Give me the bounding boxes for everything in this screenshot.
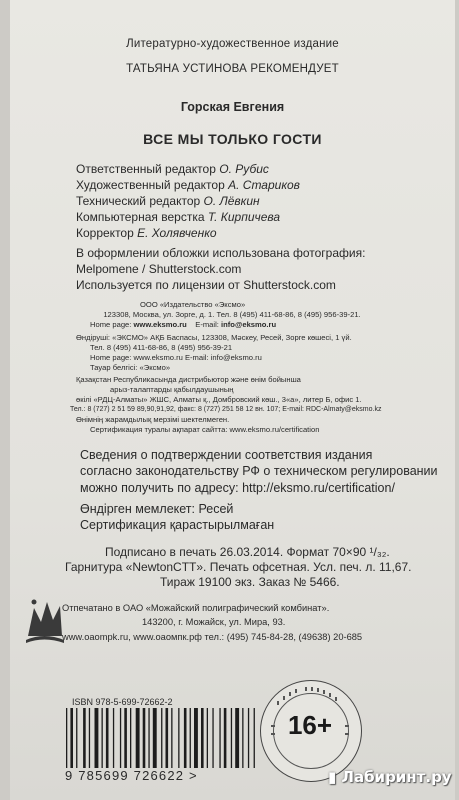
barcode-bar: [113, 708, 114, 768]
kazakh-cert-link: Сертификация туралы ақпарат сайтта: www.eksmo.ru/certification: [90, 425, 320, 434]
credit-line: Корректор Е. Холявченко: [76, 226, 217, 240]
barcode-bar: [207, 708, 208, 768]
printer-name: Отпечатано в ОАО «Можайский полиграфический комбинат».: [62, 603, 330, 613]
barcode-bar: [224, 708, 227, 768]
kazakh-shelf-life: Өнімнің жарамдылық мерзімі шектелмеген.: [76, 415, 230, 424]
country-of-origin: Өндірген мемлекет: Ресей: [80, 502, 234, 516]
signed-to-print: Подписано в печать 26.03.2014. Формат 70×90 ¹/₃₂.: [105, 545, 390, 559]
credit-line: Ответственный редактор О. Рубис: [76, 162, 269, 176]
barcode-bar: [148, 708, 149, 768]
publisher-address: 123308, Москва, ул. Зорге, д. 1. Тел. 8 (495) 411-68-86, 8 (495) 956-39-21.: [103, 310, 361, 319]
barcode-bar: [66, 708, 67, 768]
book-imprint-page: [10, 0, 455, 800]
barcode-bar: [120, 708, 121, 768]
age-rating-seal: [260, 680, 362, 782]
edition-type: Литературно-художественное издание: [126, 38, 339, 50]
barcode-bar: [242, 708, 243, 768]
barcode-bar: [161, 708, 162, 768]
age-rating: 16+: [287, 710, 333, 740]
kazakh-rep: өкілі «РДЦ-Алматы» ЖШС, Алматы қ., Домбровский көш., 3«а», литер Б, офис 1.: [76, 395, 362, 404]
barcode-bar: [248, 708, 249, 768]
credit-line: Технический редактор О. Лёвкин: [76, 194, 260, 208]
printer-logo-icon: [24, 592, 66, 644]
barcode-bar: [190, 708, 191, 768]
barcode-bar: [184, 708, 187, 768]
watermark: ▮ Лабиринт.ру: [328, 768, 452, 786]
cert-none: Сертификация қарастырылмаған: [80, 518, 275, 532]
barcode-bar: [201, 708, 204, 768]
barcode-bar: [166, 708, 169, 768]
barcode-bar: [89, 708, 90, 768]
kazakh-producer: Өндіруші: «ЭКСМО» АҚБ Баспасы, 123308, Мәскеу, Ресей, Зорге көшесі, 1 үй.: [76, 333, 352, 342]
kazakh-web: Home page: www.eksmo.ru E-mail: info@eksmo.ru: [90, 353, 262, 362]
series-name: ТАТЬЯНА УСТИНОВА РЕКОМЕНДУЕТ: [126, 63, 339, 75]
barcode-bar: [70, 708, 73, 768]
printer-contacts: www.oaompk.ru, www.оаомпк.рф тел.: (495) 745-84-28, (49638) 20-685: [62, 632, 363, 642]
barcode-bar: [235, 708, 239, 768]
barcode-bar: [219, 708, 220, 768]
kazakh-phone: Тел. 8 (495) 411-68-86, 8 (495) 956-39-21: [90, 343, 233, 352]
barcode-bar: [83, 708, 86, 768]
print-run: Тираж 19100 экз. Заказ № 5466.: [160, 575, 340, 589]
watermark-logo-icon: ▮: [328, 768, 337, 786]
barcode-bar: [106, 708, 109, 768]
barcode-bar: [130, 708, 131, 768]
isbn-text: ISBN 978-5-699-72662-2: [72, 697, 173, 707]
barcode-bar: [76, 708, 77, 768]
publisher-contacts: Home page: www.eksmo.ru E-mail: info@eksmo.ru: [90, 320, 277, 329]
cert-link: можно получить по адресу: http://eksmo.ru/certification/: [80, 481, 395, 495]
barcode-digits: 9 785699 726622 >: [65, 768, 198, 783]
barcode-bar: [194, 708, 198, 768]
kazakh-rep-phone: Тел.: 8 (727) 2 51 59 89,90,91,92, факс: 8 (727) 251 58 12 вн. 107; E-mail: RDC-Almaty@eksmo.kz: [70, 406, 382, 413]
credit-line: Художественный редактор А. Стариков: [76, 178, 300, 192]
barcode-bar: [102, 708, 103, 768]
barcode-bar: [124, 708, 127, 768]
printer-address: 143200, г. Можайск, ул. Мира, 93.: [142, 617, 286, 627]
barcode-bar: [231, 708, 232, 768]
author-name: Горская Евгения: [180, 100, 285, 114]
barcode-bar: [136, 708, 140, 768]
barcode-bar: [254, 708, 255, 768]
barcode-bar: [178, 708, 179, 768]
publisher-name: ООО «Издательство «Эксмо»: [140, 300, 246, 309]
kazakh-claims: арыз-талаптарды қабылдаушының: [110, 385, 234, 394]
cover-photo-license: Используется по лицензии от Shutterstock.com: [76, 278, 336, 292]
cover-photo-note: В оформлении обложки использована фотография:: [76, 246, 366, 260]
credit-line: Компьютерная верстка Т. Кирпичева: [76, 210, 281, 224]
kazakh-distributor: Қазақстан Республикасында дистрибьютор және өнім бойынша: [76, 375, 301, 384]
cover-photo-source: Melpomene / Shutterstock.com: [76, 262, 242, 276]
cert-info: Сведения о подтверждении соответствия издания: [80, 448, 373, 462]
barcode-bar: [95, 708, 99, 768]
typeface-info: Гарнитура «NewtonCTT». Печать офсетная. Усл. печ. л. 11,67.: [65, 560, 412, 574]
cert-law: согласно законодательству РФ о техническом регулировании: [80, 464, 438, 478]
book-title: ВСЕ МЫ ТОЛЬКО ГОСТИ: [143, 131, 322, 147]
kazakh-trademark: Тауар белгісі: «Эксмо»: [90, 363, 171, 372]
barcode-bar: [171, 708, 172, 768]
barcode-bar: [143, 708, 146, 768]
barcode-bar: [153, 708, 157, 768]
barcode-bar: [212, 708, 213, 768]
